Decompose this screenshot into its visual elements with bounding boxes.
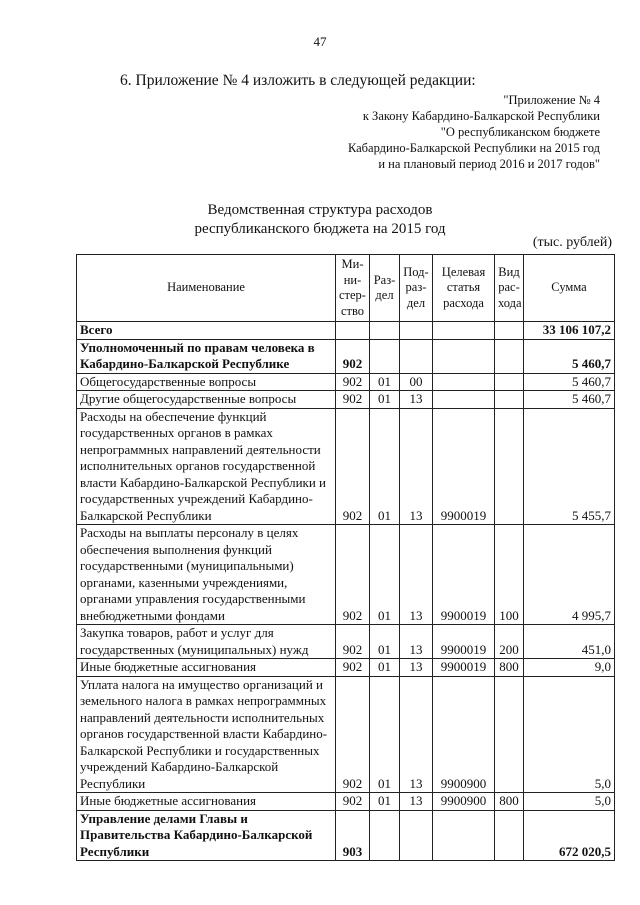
appendix-line: Кабардино-Балкарской Республики на 2015 год [347,141,600,155]
row-subsection [400,810,433,861]
appendix-line: "О республиканском бюджете [440,125,600,139]
row-subsection: 13 [400,793,433,811]
table-row [77,408,615,525]
row-sum: 4 995,7 [524,525,615,625]
row-kind [495,339,524,373]
row-section [370,339,400,373]
row-target: 9900019 [433,659,495,677]
row-subsection: 13 [400,676,433,793]
row-name: Закупка товаров, работ и услуг для государственных (муниципальных) нужд [77,625,336,659]
row-sum: 5,0 [524,793,615,811]
row-sum: 5,0 [524,676,615,793]
row-target: 9900900 [433,676,495,793]
table-header-row [77,255,615,322]
row-kind [495,322,524,340]
row-target: 9900019 [433,408,495,525]
row-kind: 100 [495,525,524,625]
intro-line: 6. Приложение № 4 изложить в следующей редакции: [120,72,476,89]
page-number: 47 [313,34,327,49]
row-subsection: 13 [400,625,433,659]
row-name: Иные бюджетные ассигнования [77,793,336,811]
row-ministry: 902 [336,408,370,525]
row-target [433,322,495,340]
row-section [370,322,400,340]
header-sum: Сумма [524,255,615,322]
appendix-line: "Приложение № 4 [503,93,600,107]
row-target [433,391,495,409]
row-kind [495,391,524,409]
row-section: 01 [370,659,400,677]
row-sum: 5 460,7 [524,373,615,391]
document-title [0,201,640,239]
row-section: 01 [370,625,400,659]
row-section: 01 [370,391,400,409]
row-name: Расходы на обеспечение функций государственных органов в рамках непрограммных направлений деятельности исполнительных органов государственной власти Кабардино-Балкарской Республики и государственных учреждений Кабардино-Балкарской Республики [77,408,336,525]
appendix-line: к Закону Кабардино-Балкарской Республики [362,109,600,123]
header-name: Наименование [77,255,336,322]
row-subsection: 13 [400,391,433,409]
row-name: Иные бюджетные ассигнования [77,659,336,677]
row-section: 01 [370,408,400,525]
row-subsection: 13 [400,525,433,625]
row-subsection: 13 [400,408,433,525]
header-subsection: Под-раз-дел [400,255,433,322]
row-sum: 9,0 [524,659,615,677]
row-subsection [400,322,433,340]
units-label: (тыс. рублей) [532,235,612,250]
row-subsection: 00 [400,373,433,391]
table-row [77,676,615,793]
row-name: Другие общегосударственные вопросы [77,391,336,409]
row-subsection: 13 [400,659,433,677]
row-kind [495,373,524,391]
row-kind [495,676,524,793]
row-section: 01 [370,373,400,391]
row-section: 01 [370,676,400,793]
row-kind [495,810,524,861]
row-sum: 5 455,7 [524,408,615,525]
table-row [77,625,615,659]
table-row [77,373,615,391]
row-name: Всего [77,322,336,340]
row-ministry: 902 [336,793,370,811]
row-kind: 200 [495,625,524,659]
table-row [77,391,615,409]
row-target [433,339,495,373]
row-name: Уполномоченный по правам человека в Кабардино-Балкарской Республике [77,339,336,373]
row-ministry: 902 [336,676,370,793]
row-target: 9900019 [433,625,495,659]
row-name: Расходы на выплаты персоналу в целях обеспечения выполнения функций государственными (муниципальными) органами, казенными учреждениями, органами управления государственными внебюджетными фондами [77,525,336,625]
row-kind [495,408,524,525]
title-line: Ведомственная структура расходов [207,202,433,218]
row-section [370,810,400,861]
row-ministry [336,322,370,340]
row-sum: 5 460,7 [524,339,615,373]
row-section: 01 [370,793,400,811]
row-section: 01 [370,525,400,625]
row-sum: 5 460,7 [524,391,615,409]
table-row-total [77,322,615,340]
table-row [77,810,615,861]
table-row [77,793,615,811]
row-target [433,373,495,391]
row-subsection [400,339,433,373]
header-target: Целевая статья расхода [433,255,495,322]
row-name: Управление делами Главы и Правительства Кабардино-Балкарской Республики [77,810,336,861]
table-row [77,339,615,373]
row-ministry: 902 [336,339,370,373]
title-line: республиканского бюджета на 2015 год [194,221,446,237]
row-sum: 33 106 107,2 [524,322,615,340]
row-target [433,810,495,861]
appendix-line: и на плановый период 2016 и 2017 годов" [378,157,600,171]
row-ministry: 902 [336,625,370,659]
row-kind: 800 [495,793,524,811]
row-name: Уплата налога на имущество организаций и земельного налога в рамках непрограммных направлений деятельности исполнительных органов государственной власти Кабардино-Балкарской Республики и государственных учреждений Кабардино-Балкарской Республики [77,676,336,793]
row-sum: 451,0 [524,625,615,659]
row-target: 9900019 [433,525,495,625]
header-ministry: Ми-ни-стер-ство [336,255,370,322]
row-ministry: 902 [336,659,370,677]
header-section: Раз-дел [370,255,400,322]
row-kind: 800 [495,659,524,677]
table-row [77,525,615,625]
appendix-header [348,92,600,172]
row-ministry: 902 [336,525,370,625]
row-ministry: 902 [336,373,370,391]
row-ministry: 903 [336,810,370,861]
row-name: Общегосударственные вопросы [77,373,336,391]
row-target: 9900900 [433,793,495,811]
row-ministry: 902 [336,391,370,409]
row-sum: 672 020,5 [524,810,615,861]
budget-table [76,254,615,861]
table-row [77,659,615,677]
header-kind: Вид рас-хода [495,255,524,322]
